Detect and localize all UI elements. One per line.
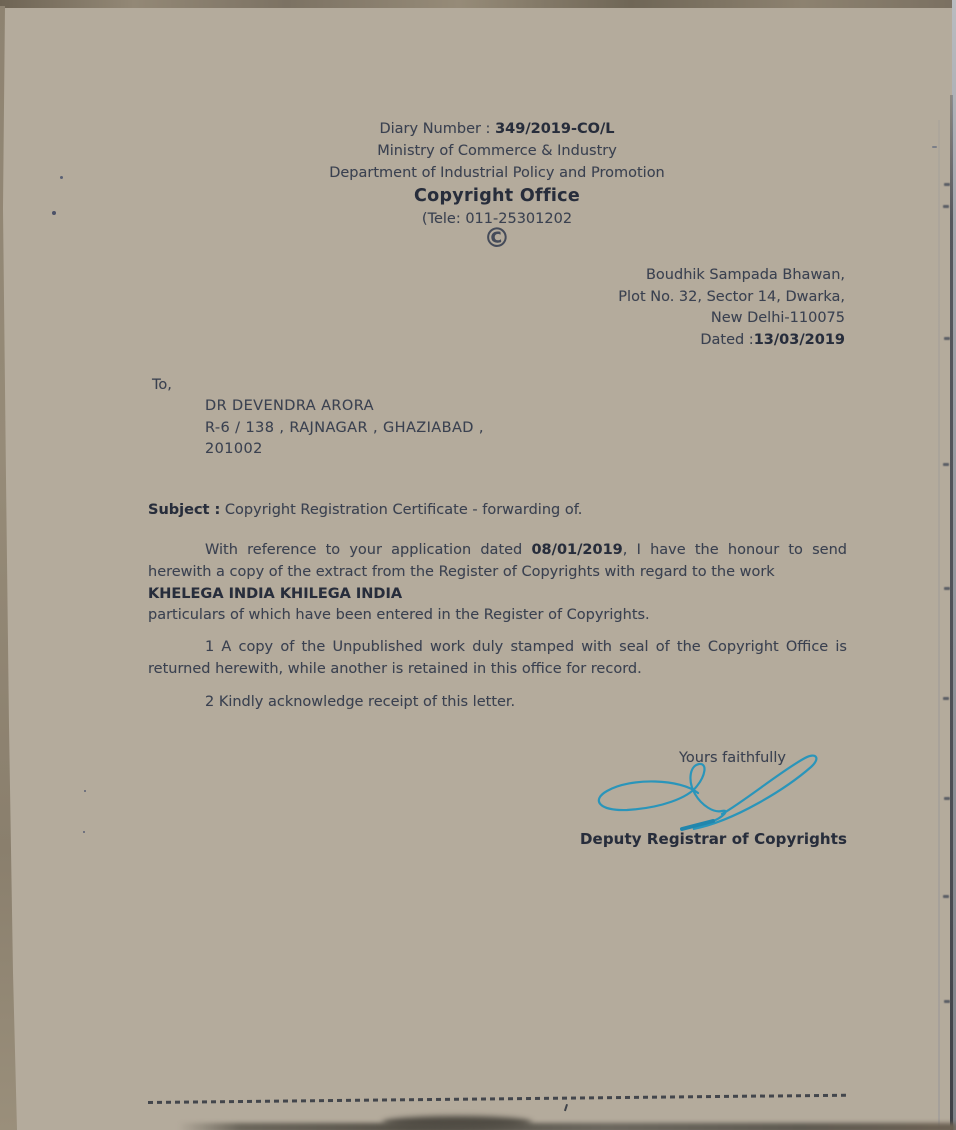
to-label: To, bbox=[152, 377, 172, 393]
paper-speck bbox=[83, 831, 85, 833]
paragraph-text: , I have the honour to send bbox=[622, 542, 847, 558]
telephone-line: (Tele: 011-25301202 bbox=[421, 211, 573, 227]
binding-mark bbox=[943, 895, 949, 898]
paragraph-text: With reference to your application dated bbox=[205, 542, 532, 558]
application-date: 08/01/2019 bbox=[531, 542, 623, 558]
body-point-2: 2 Kindly acknowledge receipt of this letter. bbox=[205, 694, 516, 710]
signature-ink bbox=[583, 751, 831, 831]
point-1-line-1: 1 A copy of the Unpublished work duly stamped with seal of the Copyright Office is bbox=[205, 639, 847, 655]
diary-number-label: Diary Number : bbox=[379, 121, 496, 137]
binding-mark bbox=[944, 337, 950, 340]
recipient-pincode: 201002 bbox=[205, 441, 263, 457]
copyright-office-title: Copyright Office bbox=[413, 186, 581, 206]
recipient-address-block bbox=[205, 396, 484, 461]
signatory-designation: Deputy Registrar of Copyrights bbox=[580, 830, 847, 848]
date-line bbox=[618, 330, 845, 352]
binding-mark bbox=[944, 1000, 950, 1003]
paragraph-1-line-3: particulars of which have been entered in the Register of Copyrights. bbox=[148, 607, 650, 624]
binding-mark bbox=[944, 587, 950, 590]
binding-mark bbox=[943, 697, 949, 700]
paper-speck bbox=[84, 790, 86, 792]
subject-text: Copyright Registration Certificate - forwarding of. bbox=[220, 502, 583, 518]
paragraph-1-line-1 bbox=[148, 540, 847, 562]
diary-number-value: 349/2019-CO/L bbox=[495, 121, 615, 137]
sender-address-line: Boudhik Sampada Bhawan, bbox=[645, 267, 845, 283]
body-point-1 bbox=[148, 637, 847, 681]
subject-line bbox=[148, 499, 582, 521]
paragraph-1-line-2: herewith a copy of the extract from the Register of Copyrights with regard to the work bbox=[148, 563, 775, 580]
sender-address-line: New Delhi-110075 bbox=[710, 310, 845, 326]
point-1-line-2: returned herewith, while another is retained in this office for record. bbox=[148, 660, 642, 677]
sender-address-block bbox=[618, 265, 845, 351]
subject-label: Subject : bbox=[148, 502, 221, 518]
scan-bottom-shadow-blob bbox=[382, 1116, 532, 1129]
page-edge-shadow bbox=[950, 95, 953, 1130]
letterhead bbox=[38, 118, 956, 230]
copyright-symbol: © bbox=[482, 222, 512, 255]
paper-fold-line bbox=[938, 120, 940, 1130]
binding-mark bbox=[944, 797, 950, 800]
recipient-street: R-6 / 138 , RAJNAGAR , GHAZIABAD , bbox=[205, 419, 484, 436]
diary-number-line bbox=[38, 118, 956, 140]
scan-bottom-shadow bbox=[178, 1123, 956, 1130]
date-label: Dated : bbox=[700, 331, 754, 348]
date-value: 13/03/2019 bbox=[753, 331, 845, 348]
body-paragraph-1 bbox=[148, 540, 847, 627]
sender-address-line: Plot No. 32, Sector 14, Dwarka, bbox=[618, 288, 845, 305]
work-title: KHELEGA INDIA KHILEGA INDIA bbox=[148, 585, 403, 602]
binding-mark bbox=[943, 463, 949, 466]
scan-edge-top bbox=[0, 0, 956, 8]
recipient-name: DR DEVENDRA ARORA bbox=[205, 398, 374, 414]
department-line: Department of Industrial Policy and Promotion bbox=[329, 165, 665, 181]
closing-salutation: Yours faithfully bbox=[679, 750, 786, 766]
signature bbox=[583, 751, 831, 831]
ministry-line: Ministry of Commerce & Industry bbox=[377, 143, 617, 159]
